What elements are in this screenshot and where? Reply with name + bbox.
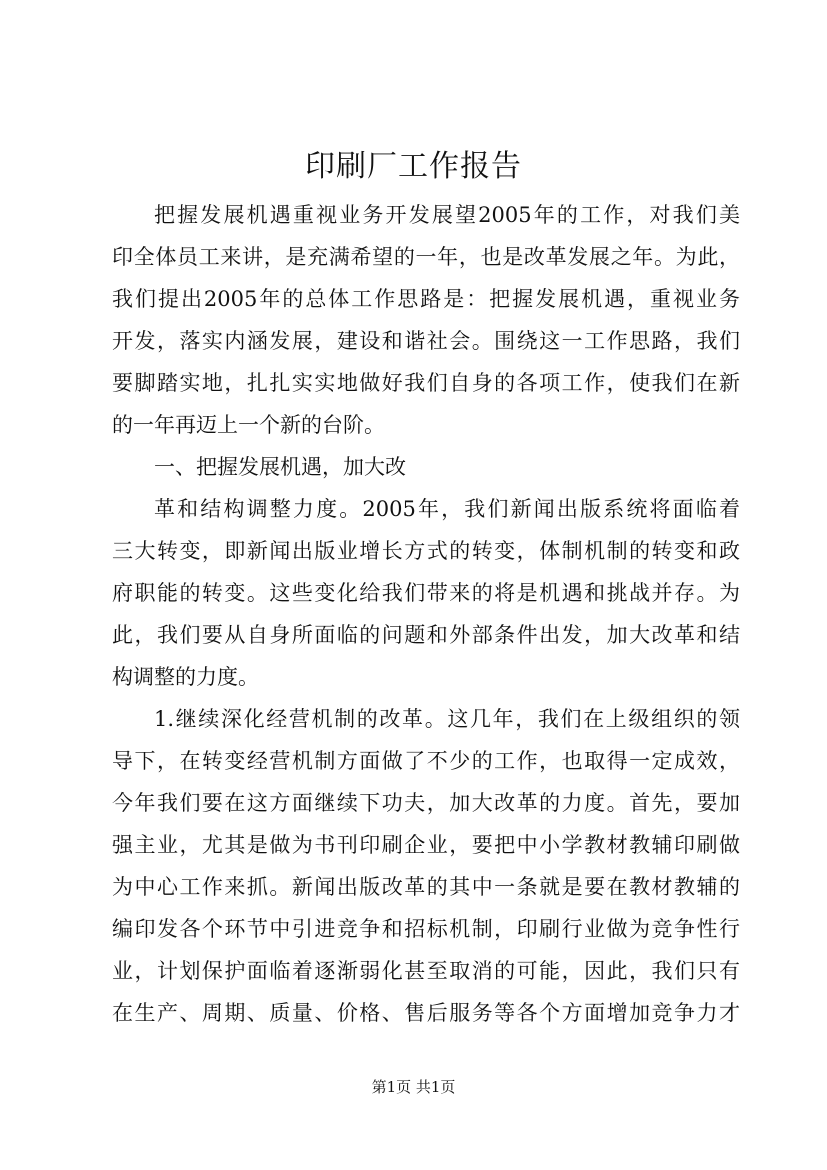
text-line: 编印发各个环节中引进竞争和招标机制，印刷行业做为竞争性行 bbox=[112, 917, 740, 941]
text-line: 在生产、周期、质量、价格、售后服务等各个方面增加竞争力才 bbox=[112, 1001, 740, 1025]
text-line: 开发，落实内涵发展，建设和谐社会。围绕这一工作思路，我们 bbox=[112, 329, 740, 353]
text-line: 强主业，尤其是做为书刊印刷企业，要把中小学教材教辅印刷做 bbox=[112, 833, 740, 857]
text-line: 业，计划保护面临着逐渐弱化甚至取消的可能，因此，我们只有 bbox=[112, 959, 740, 983]
text-line: 一、把握发展机遇，加大改 bbox=[154, 455, 406, 479]
text-line: 构调整的力度。 bbox=[112, 665, 259, 689]
text-line: 三大转变，即新闻出版业增长方式的转变，体制机制的转变和政 bbox=[112, 539, 740, 563]
text-line: 的一年再迈上一个新的台阶。 bbox=[112, 413, 385, 437]
text-line: 今年我们要在这方面继续下功夫，加大改革的力度。首先，要加 bbox=[112, 791, 740, 815]
text-line: 府职能的转变。这些变化给我们带来的将是机遇和挑战并存。为 bbox=[112, 581, 740, 605]
text-line: 导下，在转变经营机制方面做了不少的工作，也取得一定成效， bbox=[112, 749, 740, 773]
document-body bbox=[112, 194, 740, 1034]
document-title: 印刷厂工作报告 bbox=[305, 149, 522, 184]
text-line: 革和结构调整力度。2005年，我们新闻出版系统将面临着 bbox=[154, 497, 740, 521]
text-line: 1.继续深化经营机制的改革。这几年，我们在上级组织的领 bbox=[154, 707, 740, 731]
text-line: 要脚踏实地，扎扎实实地做好我们自身的各项工作，使我们在新 bbox=[112, 371, 740, 395]
text-line: 为中心工作来抓。新闻出版改革的其中一条就是要在教材教辅的 bbox=[112, 875, 740, 899]
text-line: 我们提出2005年的总体工作思路是：把握发展机遇，重视业务 bbox=[112, 287, 740, 311]
text-line: 此，我们要从自身所面临的问题和外部条件出发，加大改革和结 bbox=[112, 623, 740, 647]
text-line: 印全体员工来讲，是充满希望的一年，也是改革发展之年。为此， bbox=[112, 245, 740, 269]
text-line: 把握发展机遇重视业务开发展望2005年的工作，对我们美 bbox=[154, 203, 740, 227]
page-footer: 第1页 共1页 bbox=[371, 1078, 456, 1096]
